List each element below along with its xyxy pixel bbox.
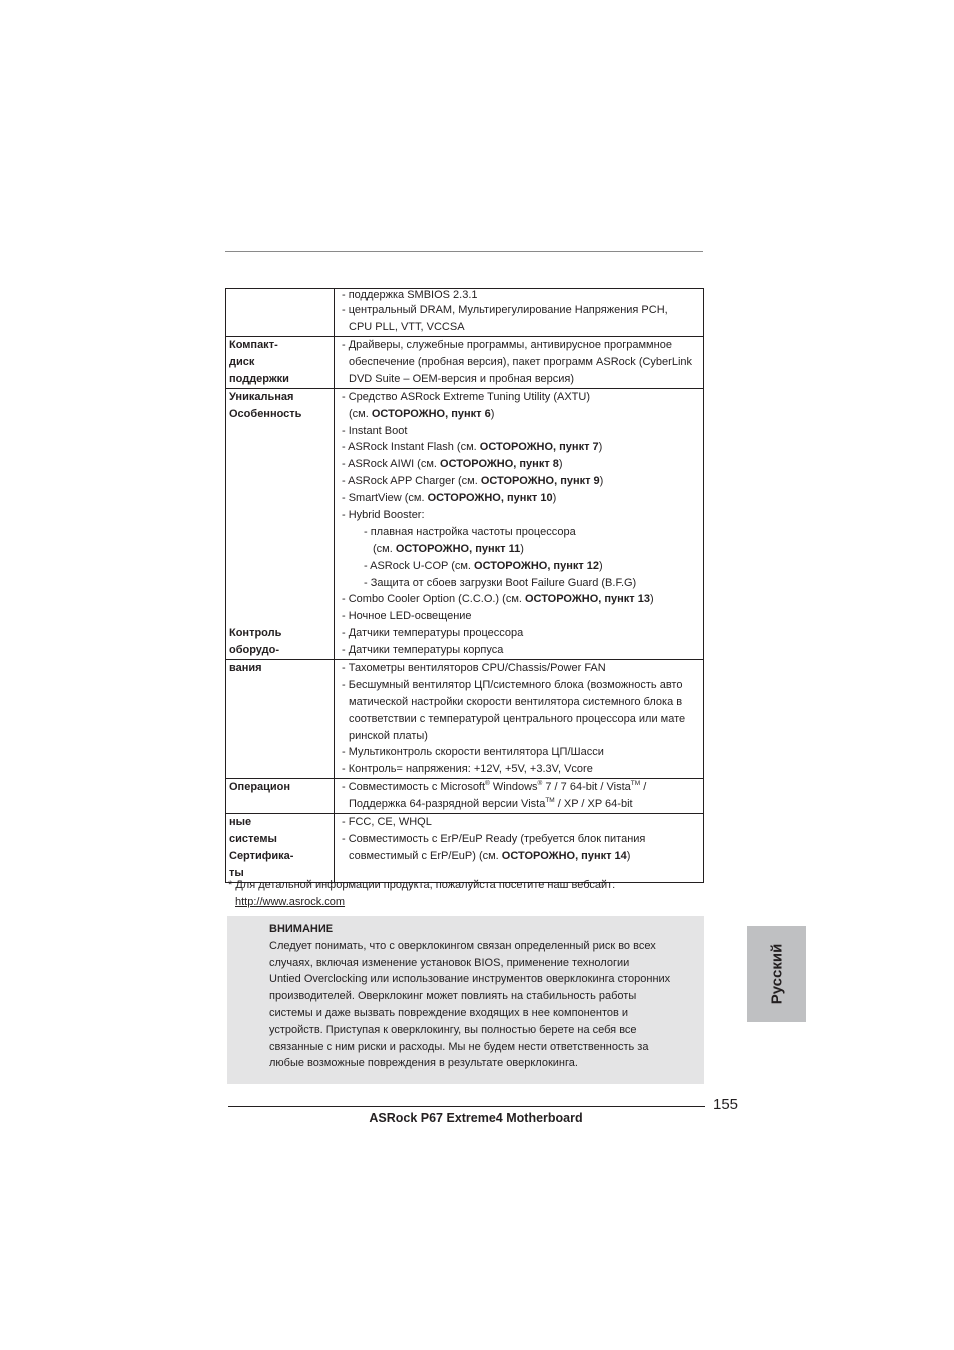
spec-line: - Combo Cooler Option (C.C.O.) (см. ОСТОРОЖНО, пункт 13) [342,593,654,606]
language-tab [747,926,806,1022]
spec-line: - Средство ASRock Extreme Tuning Utility (AXTU) [342,390,590,403]
table-row [226,779,704,814]
label-spacer [229,423,334,625]
footer-title: ASRock P67 Extreme4 Motherboard [369,1111,583,1125]
label-line: поддержки [229,372,289,385]
table-row [226,388,704,659]
spec-line: - Бесшумный вентилятор ЦП/системного блока (возможность авто [342,678,683,691]
spec-line: - ASRock APP Charger (см. ОСТОРОЖНО, пункт 9) [342,475,604,488]
spec-line: - Совместимость с Microsoft® Windows® 7 / 7 64-bit / Vista™ / [342,780,647,794]
spec-line: - Защита от сбоев загрузки Boot Failure Guard (B.F.G) [364,576,637,589]
row-label [226,660,335,779]
spec-line: - Hybrid Booster: [342,509,425,522]
caution-line: производителей. Оверклокинг может повлиять на стабильность работы [269,990,637,1003]
bottom-rule [228,1106,705,1107]
spec-line: - FCC, CE, WHQL [342,816,432,829]
footnote-text: * Для детальной информации продукта, пожалуйста посетите наш вебсайт: [228,879,616,891]
caution-line: Untied Overclocking или использование инструментов оверклокинга сторонних [269,973,671,986]
label-line: вания [229,662,262,675]
label-line: диск [229,355,255,368]
spec-line: - Датчики температуры корпуса [342,644,504,657]
footnote [228,877,615,910]
spec-line: - поддержка SMBIOS 2.3.1 [342,289,478,301]
spec-line: соответствии с температурой центрального процессора или мате [349,712,686,725]
spec-line: совместимый с ErP/EuP) (см. ОСТОРОЖНО, пункт 14) [349,849,631,862]
caution-line: связанные с ним риски и расходы. Мы не будем нести ответственность за [269,1040,649,1053]
row-value [335,388,704,659]
row-label [226,336,335,388]
spec-line: - центральный DRAM, Мультирегулирование Напряжения PCH, [342,304,668,316]
table-row [226,660,704,779]
label-line: Операцион [229,781,291,794]
row-value [335,289,704,337]
caution-line: случаях, включая изменение установок BIOS, применение технологии [269,956,630,969]
spec-line: (см. ОСТОРОЖНО, пункт 6) [349,407,495,420]
label-line: ты [229,867,244,880]
label-line: ные [229,816,252,829]
spec-line: - плавная настройка частоты процессора [364,525,576,538]
spec-line: - Датчики температуры процессора [342,627,524,640]
spec-line: матической настройки скорости вентилятора системного блока в [349,695,683,708]
row-label [226,814,335,883]
label-line: системы [229,833,277,846]
label-line: Компакт- [229,338,278,351]
spec-line: - Instant Boot [342,424,408,437]
top-rule [225,251,703,252]
spec-line: - ASRock AIWI (см. ОСТОРОЖНО, пункт 8) [342,458,563,471]
label-line: Уникальная [229,390,294,403]
spec-table [225,288,704,883]
spec-line: DVD Suite – OEM-версия и пробная версия) [349,372,575,385]
spec-line: - Совместимость с ErP/EuP Ready (требуется блок питания [342,832,646,845]
caution-line: любые возможные повреждения в результате оверклокинга. [269,1057,578,1070]
spec-line: - ASRock U-COP (см. ОСТОРОЖНО, пункт 12) [364,559,603,572]
label-line: оборудо- [229,643,280,656]
spec-line: - SmartView (см. ОСТОРОЖНО, пункт 10) [342,492,557,505]
table-row [226,336,704,388]
table-row [226,289,704,337]
spec-line: - Тахометры вентиляторов CPU/Chassis/Power FAN [342,662,606,675]
label-line: Особенность [229,407,302,420]
caution-title: ВНИМАНИЕ [269,923,334,935]
caution-line: системы и даже вызвать повреждение входящих в нее компонентов и [269,1006,629,1019]
row-value [335,336,704,388]
spec-line: - Мультиконтроль скорости вентилятора ЦП/Шасси [342,746,604,759]
spec-line: CPU PLL, VTT, VCCSA [349,320,465,333]
spec-line: обеспечение (пробная версия), пакет программ ASRock (CyberLink [349,355,693,368]
spec-line: - Ночное LED-освещение [342,610,472,623]
spec-line: ринской платы) [349,729,428,742]
spec-line: - ASRock Instant Flash (см. ОСТОРОЖНО, пункт 7) [342,441,603,454]
spec-line: Поддержка 64-разрядной версии Vista™ / XP / XP 64-bit [349,797,633,811]
spec-line: - Драйверы, служебные программы, антивирусное программное [342,338,672,351]
language-label: Русский [768,943,785,1005]
spec-line: (см. ОСТОРОЖНО, пункт 11) [373,542,524,555]
row-value [335,660,704,779]
caution-box [227,916,704,1084]
page-number: 155 [713,1096,739,1113]
row-label [226,289,335,337]
caution-line: Следует понимать, что с оверклокингом связан определенный риск во всех [269,939,656,952]
label-line: Контроль [229,626,282,639]
table-row [226,814,704,883]
row-label [226,388,335,659]
row-value [335,779,704,814]
spec-line: - Контроль= напряжения: +12V, +5V, +3.3V, Vcore [342,763,593,776]
row-value [335,814,704,883]
label-line: Сертифика- [229,850,294,863]
caution-line: устройств. Приступая к оверклокингу, вы полностью берете на себя все [269,1023,637,1036]
row-label [226,779,335,814]
website-link[interactable]: http://www.asrock.com [235,895,346,908]
